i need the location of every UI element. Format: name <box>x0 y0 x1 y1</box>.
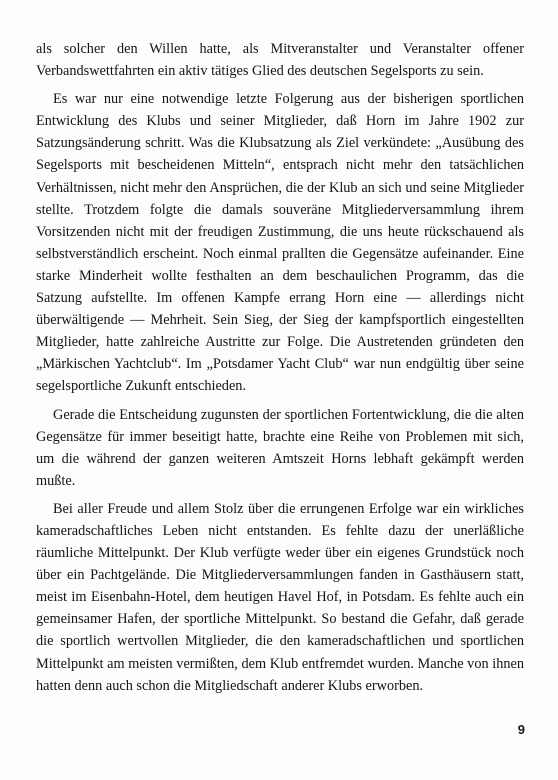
paragraph-satzungsaenderung: Es war nur eine notwendige letzte Folgerung aus der bisherigen sportlichen Entwicklung des Klubs und seiner Mitglieder, daß Horn im Jahre 1902 zur Satzungsänderung schritt. Was die Klubsatzung als Ziel verkündete: „Ausübung des Segelsports mit bescheidenen Mitteln“, entsprach nicht mehr den tatsächlichen Verhältnissen, nicht mehr den Ansprüchen, die der Klub an sich und seine Mitglieder stellte. Trotzdem folgte die damals souveräne Mitgliederversammlung ihrem Vorsitzenden nicht mit der freudigen Zustimmung, die uns heute rückschauend als selbstverständlich erscheint. Noch einmal prallten die Gegensätze aufeinander. Eine starke Minderheit wollte festhalten an dem beschaulichen Programm, das die Satzung aufstellte. Im offenen Kampfe errang Horn eine — allerdings nicht überwältigende — Mehrheit. Sein Sieg, der Sieg der kampfsportlich eingestellten Mitglieder, hatte zahlreiche Austritte zur Folge. Die Austretenden gründeten den „Märkischen Yachtclub“. Im „Potsdamer Yacht Club“ war nun endgültig über seine segelsportliche Zukunft entschieden. <box>36 91 524 395</box>
paragraph-mittelpunkt: Bei aller Freude und allem Stolz über die errungenen Erfolge war ein wirkliches kameradschaftliches Leben nicht entstanden. Es fehlte dazu der unerläßliche räumliche Mittelpunkt. Der Klub verfügte weder über ein eigenes Grundstück noch über ein Pachtgelände. Die Mitgliederversammlungen fanden in Gasthäusern statt, meist im Eisenbahn-Hotel, dem heutigen Havel Hof, in Potsdam. Es fehlte auch ein gemeinsamer Hafen, der sportliche Mittelpunkt. So bestand die Gefahr, daß gerade die sportlich wertvollen Mitglieder, die den kameradschaftlichen und sportlichen Mittelpunkt am meisten vermißten, dem Klub entfremdet wurden. Manche von ihnen hatten denn auch schon die Mitgliedschaft anderer Klubs erworben. <box>36 500 524 694</box>
page-number: 9 <box>517 722 525 737</box>
paragraph-continuation: als solcher den Willen hatte, als Mitveranstalter und Veranstalter offener Verbandswettfahrten ein aktiv tätiges Glied des deutschen Segelsports zu sein. <box>36 41 524 80</box>
body-text <box>36 38 524 697</box>
paragraph-entscheidung: Gerade die Entscheidung zugunsten der sportlichen Fortentwicklung, die die alten Gegensätze für immer beseitigt hatte, brachte eine Reihe von Problemen mit sich, um die während der ganzen weiteren Amtszeit Horns lebhaft gekämpft werden mußte. <box>36 406 524 489</box>
